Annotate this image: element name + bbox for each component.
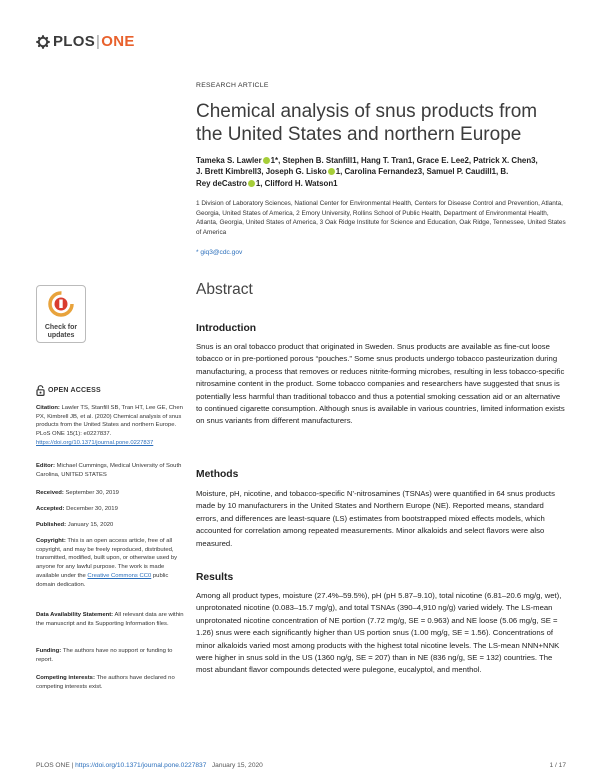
competing-interests-text: The authors have declared no competing interests exist. [36, 675, 175, 690]
author-sup: 3, [531, 156, 538, 165]
open-lock-icon [36, 385, 45, 396]
citation-doi-link[interactable]: https://doi.org/10.1371/journal.pone.0227837 [36, 439, 154, 446]
page-number: 1 / 17 [549, 762, 566, 769]
funding-label: Funding: [36, 648, 62, 654]
citation-text: Lawler TS, Stanfill SB, Tran HT, Lee GE, Chen PX, Kimbrell JB, et al. (2020) Chemical analysis of snus products from the United States and northern Europe. PLoS ONE 15(1): e0227837. [36, 405, 183, 438]
author-fernandez[interactable]: 1, Carolina Fernandez [335, 167, 418, 177]
funding-text: The authors have no support or funding to report. [36, 648, 173, 663]
received-block [36, 489, 184, 498]
author-chen[interactable]: 2, Patrick X. Chen [464, 156, 532, 165]
copyright-tail: public domain dedication. [36, 572, 169, 588]
plos-logo-icon [36, 35, 50, 49]
journal-logo[interactable] [36, 33, 135, 50]
accepted-label: Accepted: [36, 506, 65, 512]
data-availability-block [36, 611, 184, 628]
accepted-text: December 30, 2019 [66, 506, 118, 512]
published-block [36, 521, 184, 530]
results-heading: Results [196, 572, 234, 583]
open-access-text: OPEN ACCESS [48, 387, 101, 394]
methods-text: Moisture, pH, nicotine, and tobacco-specific N’-nitrosamines (TSNAs) were quantified in 64 snus products made by 10 manufacturers in the United States and Northern Europe (NE). Reported means, standard errors, and differences are least-square (LS) estimates from bootstrapped mixed effects models, which accounted for correlation among repeated measurements. Minor alkaloids and select flavors were also measured. [196, 489, 555, 548]
affiliations: 1 Division of Laboratory Sciences, National Center for Environmental Health, Centers for Disease Control and Prevention, Atlanta, Georgia, United States of America, 2 Emory University, Rollins School of Public Health, Department of Environmental Health, Atlanta, Georgia, United States of America, 3 Oak Ridge Institute for Science and Education, Oak Ridge, Tennessee, United States of America [196, 200, 566, 236]
footer-date: January 15, 2020 [211, 762, 263, 769]
page-footer [36, 762, 566, 769]
check-updates-line2: updates [47, 332, 75, 339]
received-label: Received: [36, 490, 64, 496]
data-availability-label: Data Availability Statement: [36, 612, 114, 618]
check-updates-icon [48, 291, 74, 317]
copyright-text: This is an open access article, free of all copyright, and may be freely reproduced, distributed, transmitted, modified, built upon, or otherwise used by anyone for any lawful purpose. The work is made available under the [36, 538, 178, 579]
author-caudill[interactable]: 3, Samuel P. Caudill [417, 167, 492, 177]
article-type: RESEARCH ARTICLE [196, 82, 269, 89]
author-list [196, 155, 568, 189]
check-updates-line1: Check for [44, 324, 78, 331]
copyright-label: Copyright: [36, 538, 66, 544]
author-decastro[interactable]: Rey deCastro [196, 178, 247, 188]
author-lisko[interactable]: 3, Joseph G. Lisko [256, 167, 327, 177]
logo-part1: PLOS [53, 33, 96, 50]
corresponding-email[interactable]: * giq3@cdc.gov [196, 249, 243, 256]
footer-doi-link[interactable]: https://doi.org/10.1371/journal.pone.0227837 [75, 762, 207, 769]
orcid-icon[interactable] [263, 157, 270, 164]
author-lee[interactable]: 1, Grace E. Lee [407, 156, 465, 165]
orcid-icon[interactable] [328, 168, 335, 175]
copyright-block [36, 537, 184, 589]
received-text: September 30, 2019 [65, 490, 119, 496]
author-lawler[interactable]: Tameka S. Lawler [196, 156, 262, 165]
orcid-icon[interactable] [248, 180, 255, 187]
citation-block [36, 404, 184, 448]
article-title: Chemical analysis of snus products from the United States and northern Europe [196, 101, 538, 145]
author-b[interactable]: 1, B. [491, 167, 509, 177]
intro-heading: Introduction [196, 323, 257, 334]
author-stanfill[interactable]: 1*, Stephen B. Stanfill [270, 156, 353, 165]
open-access-label [36, 385, 101, 396]
competing-interests-label: Competing interests: [36, 675, 95, 681]
editor-block [36, 462, 184, 479]
data-availability-text: All relevant data are within the manuscript and its Supporting Information files. [36, 612, 184, 627]
journal-name: PLOS|ONE [53, 33, 135, 50]
editor-label: Editor: [36, 463, 55, 469]
funding-block [36, 647, 184, 664]
abstract-heading: Abstract [196, 281, 253, 298]
editor-text: Michael Cummings, Medical University of South Carolina, UNITED STATES [36, 463, 182, 478]
logo-part2: ONE [101, 33, 135, 50]
author-sup: 1 [333, 178, 338, 188]
competing-interests-block [36, 674, 184, 691]
author-kimbrell[interactable]: J. Brett Kimbrell [196, 167, 257, 177]
results-text: Among all product types, moisture (27.4%–59.5%), pH (pH 5.87–9.10), total nicotine (6.81–20.6 mg/g, wet), unprotonated nicotine (0.083–15.7 mg/g), and total TSNAs (390–4,910 ng/g) varied widely. The LS-mean unprotonated nicotine concentration of NE portion (7.72 mg/g, SE = 0.963) and NE loose (5.06 mg/g, SE = 1.26) snus were each significantly higher than US portion snus (1.00 mg/g, SE = 1.56). Concentrations of minor alkaloids varied most among products with the highest total nicotine levels. The LS-mean NNN+NNK were higher in snus sold in the US (1360 ng/g, SE = 207) than in NE (836 ng/g, SE = 132) countries. The most abundant flavor compounds detected were pulegone, eucalyptol, and menthol. [196, 591, 562, 675]
footer-journal: PLOS ONE | [36, 762, 74, 769]
intro-text: Snus is an oral tobacco product that originated in Sweden. Snus products are available as fine-cut loose tobacco or in pre-portioned porous “pouches.” Some snus products undergo tobacco pasteurization during manufacturing, a process that removes or reduces nitrite-forming microbes, resulting in less tobacco-specific nitrosamine content in the product. Some tobacco companies and researchers have suggested that snus is potentially less harmful than traditional tobacco and thus a potential smoking cessation aid or an alternative to continued cigarette consumption. Although snus is available in various countries, limited information exists on snus variants from different manufacturers. [196, 342, 565, 426]
accepted-block [36, 505, 184, 514]
author-watson[interactable]: 1, Clifford H. Watson [255, 178, 334, 188]
creative-commons-link[interactable]: Creative Commons CC0 [87, 572, 152, 579]
published-label: Published: [36, 522, 67, 528]
citation-label: Citation: [36, 405, 60, 411]
methods-heading: Methods [196, 469, 239, 480]
check-for-updates-badge[interactable] [36, 285, 86, 343]
author-tran[interactable]: 1, Hang T. Tran [352, 156, 408, 165]
check-updates-label [37, 324, 85, 340]
published-text: January 15, 2020 [67, 522, 114, 528]
